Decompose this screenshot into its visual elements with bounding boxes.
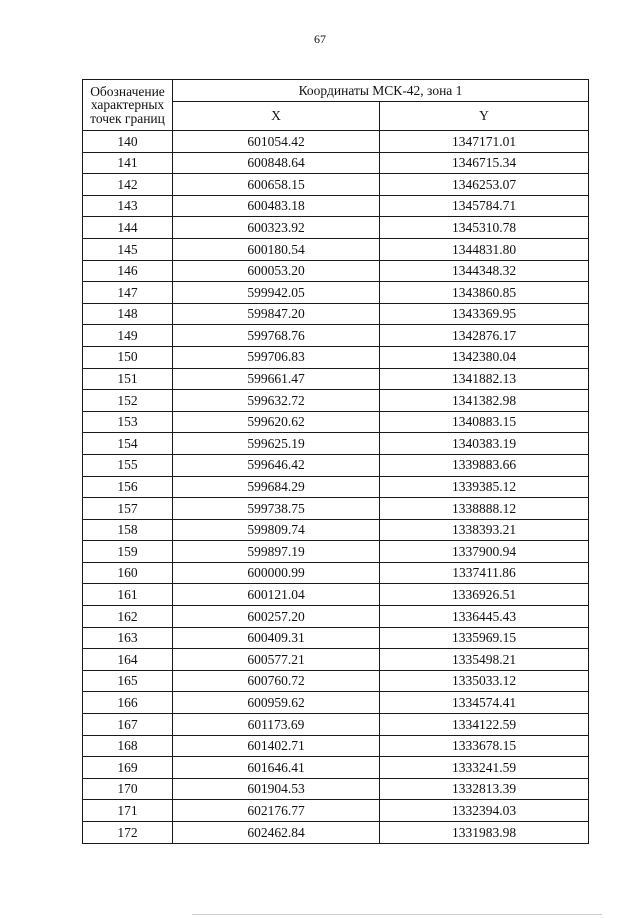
designation-column-header: [83, 80, 173, 131]
table-row: [83, 195, 589, 217]
point-number-cell: 148: [83, 303, 173, 325]
table-row: [83, 735, 589, 757]
y-coordinate-cell: 1341382.98: [380, 390, 589, 412]
point-number-cell: 164: [83, 649, 173, 671]
point-number-cell: 171: [83, 800, 173, 822]
table-row: [83, 498, 589, 520]
x-coordinate-cell: 599661.47: [173, 368, 380, 390]
x-coordinate-cell: 599646.42: [173, 454, 380, 476]
point-number-cell: 154: [83, 433, 173, 455]
coordinates-table: [82, 79, 589, 844]
x-coordinate-cell: 602176.77: [173, 800, 380, 822]
designation-header-line-2: характерных: [90, 97, 165, 113]
y-coordinate-cell: 1336445.43: [380, 606, 589, 628]
table-row: [83, 131, 589, 153]
y-coordinate-cell: 1338888.12: [380, 498, 589, 520]
point-number-cell: 163: [83, 627, 173, 649]
x-coordinate-cell: 600409.31: [173, 627, 380, 649]
y-coordinate-cell: 1335498.21: [380, 649, 589, 671]
point-number-cell: 156: [83, 476, 173, 498]
point-number-cell: 160: [83, 562, 173, 584]
y-coordinate-cell: 1338393.21: [380, 519, 589, 541]
table-row: [83, 778, 589, 800]
x-coordinate-cell: 600053.20: [173, 260, 380, 282]
x-coordinate-cell: 601904.53: [173, 778, 380, 800]
table-row: [83, 346, 589, 368]
x-coordinate-cell: 600121.04: [173, 584, 380, 606]
point-number-cell: 168: [83, 735, 173, 757]
point-number-cell: 169: [83, 757, 173, 779]
y-coordinate-cell: 1343369.95: [380, 303, 589, 325]
y-coordinate-cell: 1331983.98: [380, 822, 589, 844]
y-coordinate-cell: 1333678.15: [380, 735, 589, 757]
y-coordinate-cell: 1342380.04: [380, 346, 589, 368]
point-number-cell: 151: [83, 368, 173, 390]
y-coordinate-cell: 1334574.41: [380, 692, 589, 714]
y-coordinate-cell: 1335033.12: [380, 670, 589, 692]
x-coordinate-cell: 600959.62: [173, 692, 380, 714]
y-coordinate-cell: 1337900.94: [380, 541, 589, 563]
table-row: [83, 476, 589, 498]
y-coordinate-cell: 1340883.15: [380, 411, 589, 433]
x-coordinate-cell: 600323.92: [173, 217, 380, 239]
x-coordinate-cell: 600760.72: [173, 670, 380, 692]
x-coordinate-cell: 599809.74: [173, 519, 380, 541]
point-number-cell: 144: [83, 217, 173, 239]
table-row: [83, 238, 589, 260]
table-row: [83, 411, 589, 433]
point-number-cell: 143: [83, 195, 173, 217]
x-coordinate-cell: 600577.21: [173, 649, 380, 671]
x-coordinate-cell: 599847.20: [173, 303, 380, 325]
y-coordinate-cell: 1332813.39: [380, 778, 589, 800]
point-number-cell: 146: [83, 260, 173, 282]
y-coordinate-cell: 1336926.51: [380, 584, 589, 606]
table-row: [83, 541, 589, 563]
y-coordinate-cell: 1347171.01: [380, 131, 589, 153]
x-coordinate-cell: 601054.42: [173, 131, 380, 153]
point-number-cell: 150: [83, 346, 173, 368]
y-coordinate-cell: 1339883.66: [380, 454, 589, 476]
x-coordinate-cell: 600658.15: [173, 174, 380, 196]
y-coordinate-cell: 1345310.78: [380, 217, 589, 239]
y-coordinate-cell: 1335969.15: [380, 627, 589, 649]
table-row: [83, 800, 589, 822]
x-coordinate-cell: 600257.20: [173, 606, 380, 628]
point-number-cell: 153: [83, 411, 173, 433]
table-row: [83, 692, 589, 714]
table-row: [83, 562, 589, 584]
point-number-cell: 170: [83, 778, 173, 800]
table-row: [83, 325, 589, 347]
x-coordinate-cell: 600483.18: [173, 195, 380, 217]
point-number-cell: 149: [83, 325, 173, 347]
table-row: [83, 714, 589, 736]
point-number-cell: 172: [83, 822, 173, 844]
x-coordinate-cell: 600000.99: [173, 562, 380, 584]
point-number-cell: 142: [83, 174, 173, 196]
point-number-cell: 161: [83, 584, 173, 606]
page-number: 67: [314, 32, 326, 46]
y-coordinate-cell: 1342876.17: [380, 325, 589, 347]
point-number-cell: 155: [83, 454, 173, 476]
point-number-cell: 152: [83, 390, 173, 412]
designation-header-line-3: точек границ: [90, 110, 165, 126]
point-number-cell: 141: [83, 152, 173, 174]
table-header-row: [83, 80, 589, 102]
point-number-cell: 162: [83, 606, 173, 628]
x-coordinate-cell: 599706.83: [173, 346, 380, 368]
y-coordinate-cell: 1345784.71: [380, 195, 589, 217]
table-row: [83, 303, 589, 325]
y-coordinate-cell: 1337411.86: [380, 562, 589, 584]
point-number-cell: 158: [83, 519, 173, 541]
y-coordinate-cell: 1341882.13: [380, 368, 589, 390]
table-row: [83, 368, 589, 390]
x-coordinate-cell: 599620.62: [173, 411, 380, 433]
point-number-cell: 159: [83, 541, 173, 563]
x-coordinate-cell: 600848.64: [173, 152, 380, 174]
table-row: [83, 822, 589, 844]
table-row: [83, 152, 589, 174]
y-coordinate-cell: 1340383.19: [380, 433, 589, 455]
x-coordinate-cell: 599942.05: [173, 282, 380, 304]
table-row: [83, 649, 589, 671]
x-coordinate-cell: 599897.19: [173, 541, 380, 563]
point-number-cell: 165: [83, 670, 173, 692]
x-coordinate-cell: 602462.84: [173, 822, 380, 844]
y-coordinate-cell: 1344348.32: [380, 260, 589, 282]
y-coordinate-cell: 1346715.34: [380, 152, 589, 174]
table-row: [83, 584, 589, 606]
table-row: [83, 757, 589, 779]
y-coordinate-cell: 1333241.59: [380, 757, 589, 779]
point-number-cell: 140: [83, 131, 173, 153]
point-number-cell: 157: [83, 498, 173, 520]
point-number-cell: 167: [83, 714, 173, 736]
table-row: [83, 260, 589, 282]
designation-header-line-1: Обозначение: [90, 83, 165, 99]
x-coordinate-cell: 599738.75: [173, 498, 380, 520]
x-coordinate-cell: 600180.54: [173, 238, 380, 260]
table-row: [83, 174, 589, 196]
table-row: [83, 390, 589, 412]
x-coordinate-cell: 599768.76: [173, 325, 380, 347]
table-row: [83, 454, 589, 476]
x-coordinate-cell: 599625.19: [173, 433, 380, 455]
x-coordinate-cell: 599632.72: [173, 390, 380, 412]
table-body: [83, 131, 589, 844]
x-column-header: X: [173, 102, 380, 131]
point-number-cell: 145: [83, 238, 173, 260]
table-row: [83, 670, 589, 692]
table-row: [83, 282, 589, 304]
x-coordinate-cell: 601402.71: [173, 735, 380, 757]
table-row: [83, 627, 589, 649]
y-coordinate-cell: 1346253.07: [380, 174, 589, 196]
scan-edge-line: [192, 914, 602, 915]
coordinates-system-header: Координаты МСК-42, зона 1: [173, 80, 589, 102]
table-row: [83, 606, 589, 628]
y-coordinate-cell: 1339385.12: [380, 476, 589, 498]
table-row: [83, 433, 589, 455]
x-coordinate-cell: 599684.29: [173, 476, 380, 498]
point-number-cell: 147: [83, 282, 173, 304]
x-coordinate-cell: 601646.41: [173, 757, 380, 779]
table-row: [83, 217, 589, 239]
table-row: [83, 519, 589, 541]
point-number-cell: 166: [83, 692, 173, 714]
x-coordinate-cell: 601173.69: [173, 714, 380, 736]
y-coordinate-cell: 1343860.85: [380, 282, 589, 304]
y-coordinate-cell: 1344831.80: [380, 238, 589, 260]
y-coordinate-cell: 1332394.03: [380, 800, 589, 822]
y-coordinate-cell: 1334122.59: [380, 714, 589, 736]
y-column-header: Y: [380, 102, 589, 131]
